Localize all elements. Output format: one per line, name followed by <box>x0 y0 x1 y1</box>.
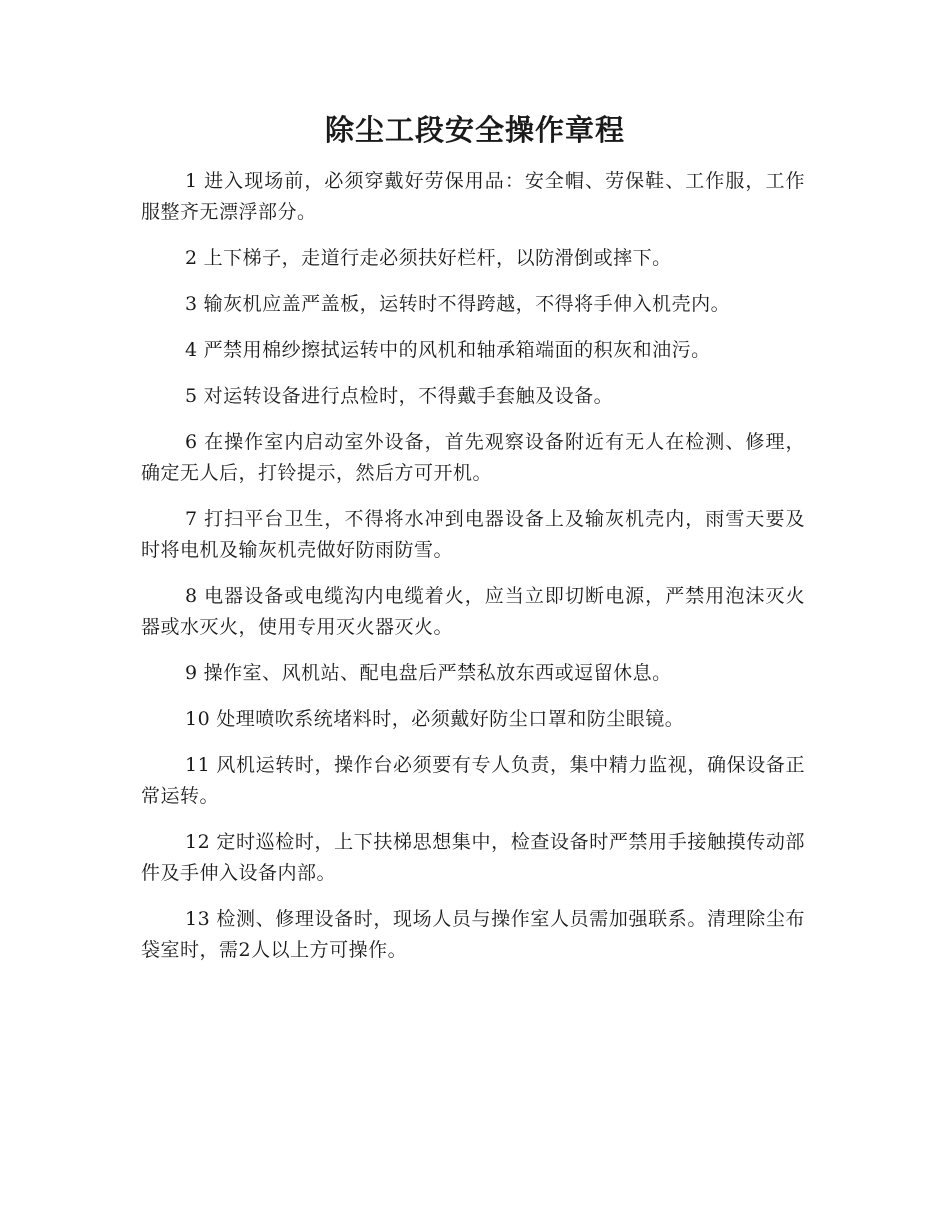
rule-item <box>141 704 805 735</box>
rule-item <box>141 658 805 689</box>
rule-text: 输灰机应盖严盖板，运转时不得跨越，不得将手伸入机壳内。 <box>203 293 731 315</box>
rule-number: 3 <box>185 293 198 315</box>
rules-list <box>141 166 805 981</box>
rule-item <box>141 581 805 643</box>
rule-item <box>141 904 805 966</box>
rule-number: 12 <box>185 831 211 853</box>
rule-text: 定时巡检时，上下扶梯思想集中，检查设备时严禁用手接触摸传动部件及手伸入设备内部。 <box>141 831 805 884</box>
document-title: 除尘工段安全操作章程 <box>324 113 625 147</box>
rule-number: 5 <box>185 385 198 407</box>
rule-text: 在操作室内启动室外设备，首先观察设备附近有无人在检测、修理，确定无人后，打铃提示，然后方可开机。 <box>141 431 805 484</box>
rule-number: 6 <box>185 431 198 453</box>
rule-text: 严禁用棉纱擦拭运转中的风机和轴承箱端面的积灰和油污。 <box>203 339 711 361</box>
rule-text: 处理喷吹系统堵料时，必须戴好防尘口罩和防尘眼镜。 <box>216 708 685 730</box>
rule-text: 上下梯子，走道行走必须扶好栏杆，以防滑倒或摔下。 <box>203 247 672 269</box>
rule-text: 对运转设备进行点检时，不得戴手套触及设备。 <box>203 385 614 407</box>
rule-number: 10 <box>185 708 211 730</box>
rule-number: 11 <box>185 754 211 776</box>
rule-text: 操作室、风机站、配电盘后严禁私放东西或逗留休息。 <box>203 662 672 684</box>
rule-item <box>141 427 805 489</box>
rule-number: 9 <box>185 662 198 684</box>
rule-item <box>141 827 805 889</box>
rule-item <box>141 504 805 566</box>
rule-number: 4 <box>185 339 198 361</box>
rule-text: 进入现场前，必须穿戴好劳保用品：安全帽、劳保鞋、工作服，工作服整齐无漂浮部分。 <box>141 170 805 223</box>
rule-number: 1 <box>185 170 198 192</box>
rule-item <box>141 243 805 274</box>
rule-number: 2 <box>185 247 198 269</box>
rule-number: 13 <box>185 908 211 930</box>
rule-number: 7 <box>185 508 198 530</box>
rule-text: 风机运转时，操作台必须要有专人负责，集中精力监视，确保设备正常运转。 <box>141 754 805 807</box>
rule-item <box>141 335 805 366</box>
rule-item <box>141 289 805 320</box>
rule-text: 打扫平台卫生，不得将水冲到电器设备上及输灰机壳内，雨雪天要及时将电机及输灰机壳做好防雨防雪。 <box>141 508 805 561</box>
rule-item <box>141 166 805 228</box>
rule-item <box>141 381 805 412</box>
rule-item <box>141 750 805 812</box>
rule-text: 电器设备或电缆沟内电缆着火，应当立即切断电源，严禁用泡沫灭火器或水灭火，使用专用灭火器灭火。 <box>141 585 805 638</box>
rule-text: 检测、修理设备时，现场人员与操作室人员需加强联系。清理除尘布袋室时，需2人以上方可操作。 <box>141 908 805 961</box>
rule-number: 8 <box>185 585 198 607</box>
